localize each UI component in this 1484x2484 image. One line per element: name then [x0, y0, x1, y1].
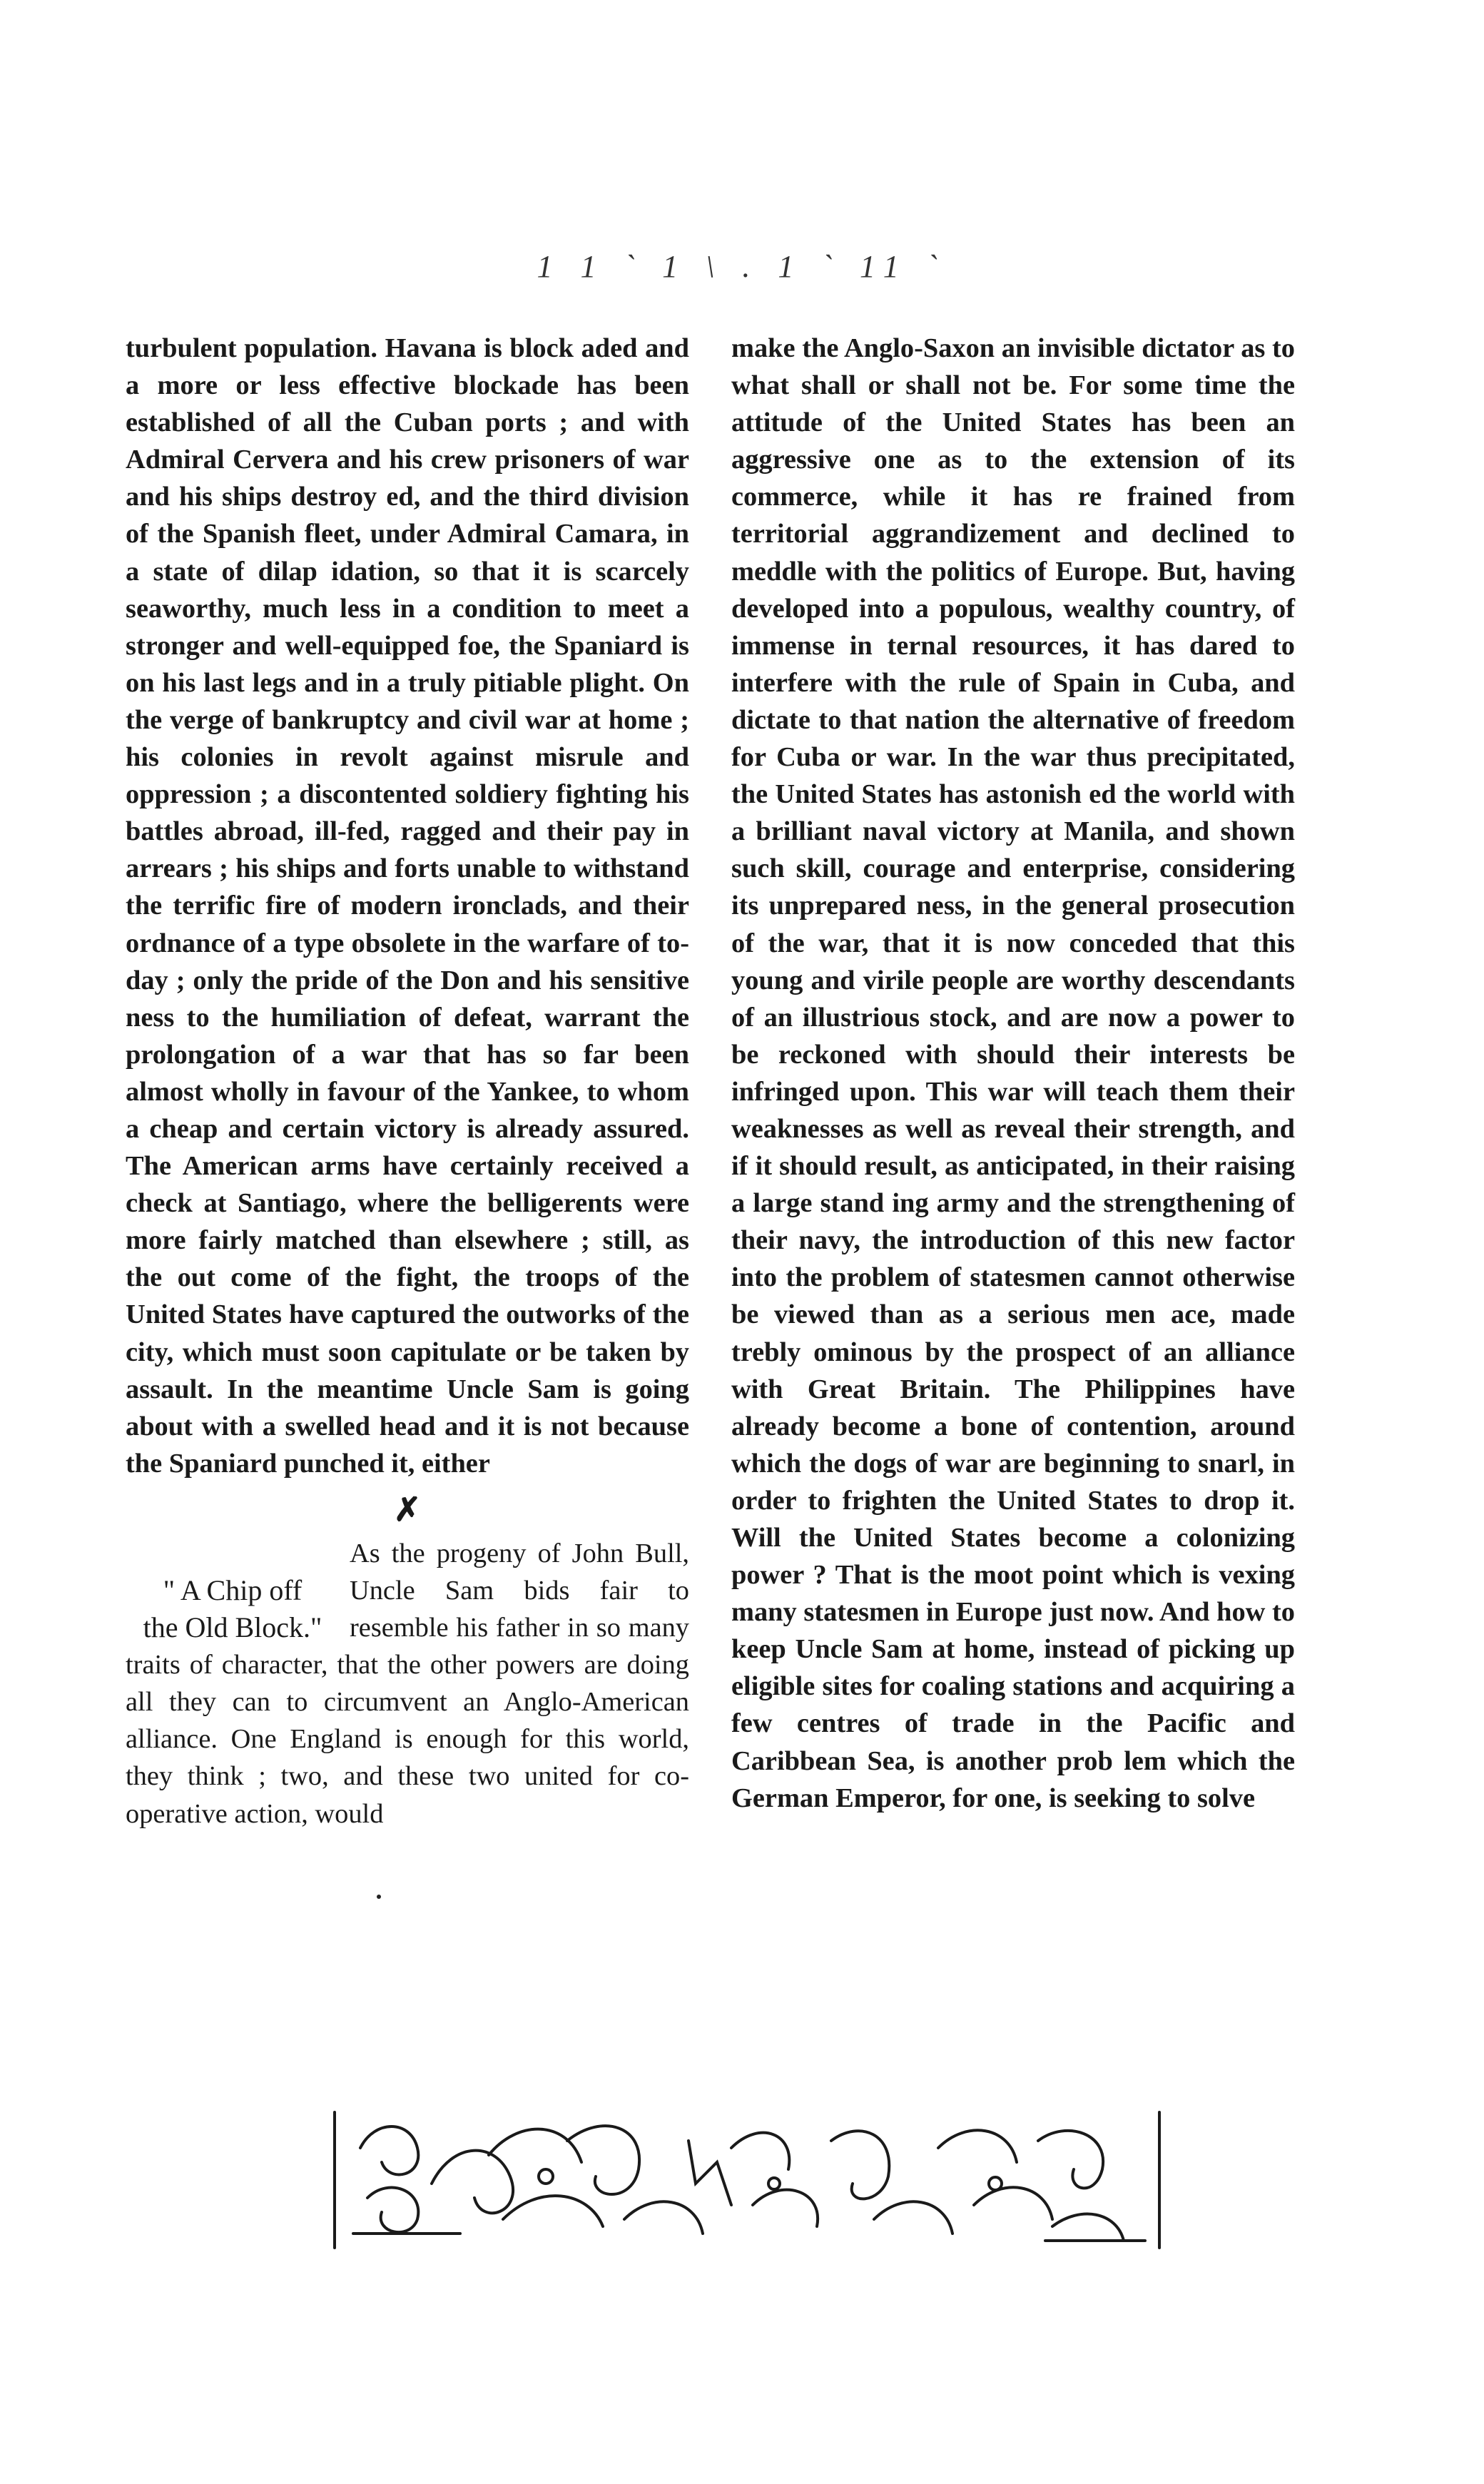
running-head: 1 1 ` 1 \ . 1 ` 11 `	[537, 249, 947, 284]
left-paragraph-1: turbulent population. Havana is block aded and a more or less effective blockade has been established of all the Cuban ports ; and with Admiral Cervera and his crew prisoners of war and his ships destroy ed, and the third division of the Spanish fleet, under Admiral Camara, in a state of dilap idation, so that it is scarcely seaworthy, much less in a condition to meet a stronger and well-equipped foe, the Spaniard is on his last legs and in a truly pitiable plight. On the verge of bankruptcy and civil war at home ; his colonies in revolt against misrule and oppression ; a discontented soldiery fighting his battles abroad, ill-fed, ragged and their pay in arrears ; his ships and forts unable to withstand the terrific fire of modern ironclads, and their ordnance of a type obsolete in the warfare of to-day ; only the pride of the Don and his sensitive ness to the humiliation of defeat, warrant the prolongation of a war that has so far been almost wholly in favour of the Yankee, to whom a cheap and certain victory is already assured. The American arms have certainly received a check at Santiago, where the belligerents were more fairly matched than elsewhere ; still, as the out come of the fight, the troops of the United States have captured the outworks of the city, which must soon capitulate or be taken by assault. In the meantime Uncle Sam is going about with a swelled head and it is not because the Spaniard punched it, either	[126, 333, 689, 1479]
section-divider-icon: ✗	[393, 1491, 422, 1528]
right-paragraph-1: make the Anglo-Saxon an invisible dictator as to what shall or shall not be. For some time the attitude of the United States has been an aggressive one as to the extension of its commerce, while it has re frained from territorial aggrandizement and declined to meddle with the politics of Europe. But, having developed into a populous, wealthy country, of immense in ternal resources, it has dared to interfere with the rule of Spain in Cuba, and dictate to that nation the alternative of freedom for Cuba or war. In the war thus precipitated, the United States has astonish ed the world with a brilliant naval victory at Manila, and shown such skill, courage and enterprise, considering its unprepared ness, in the general prosecution of the war, that it is now conceded that this young and virile people are worthy descendants of an illustrious stock, and are now a power to be reckoned with should their interests be infringed upon. This war will teach them their weaknesses as well as reveal their strength, and if it should result, as anticipated, in their raising a large stand ing army and the strengthening of their navy, the introduction of this new factor into the problem of statesmen cannot otherwise be viewed than as a serious men ace, made trebly ominous by the prospect of an alliance with Great Britain. The Philippines have already become a bone of contention, around which the dogs of war are beginning to snarl, in order to frighten the United States to drop it. Will the United States become a colonizing power ? That is the moot point which is vexing many statesmen in Europe just now. And how to keep Uncle Sam at home, instead of picking up eligible sites for coaling stations and acquiring a few centres of trade in the Pacific and Caribbean Sea, is another prob lem which the German Emperor, for one, is seeking to solve	[731, 333, 1295, 1813]
side-heading-line-1: " A Chip off	[163, 1573, 303, 1606]
left-paragraph-2: As the progeny of John Bull, Uncle Sam bids fair to resemble his father in so many traits of character, that the other powers are doing all they can to circumvent an Anglo-American alliance. One England is enough for this world, they think ; two, and these two united for co-operative action, would	[126, 1538, 689, 1829]
side-heading-line-2: the Old Block."	[143, 1611, 322, 1643]
floral-tailpiece-ornament-icon	[332, 2098, 1163, 2262]
left-column	[126, 330, 689, 1832]
right-column	[731, 330, 1295, 1817]
ink-speck	[377, 1895, 381, 1899]
section-block	[126, 1535, 689, 1832]
side-heading	[126, 1572, 340, 1646]
